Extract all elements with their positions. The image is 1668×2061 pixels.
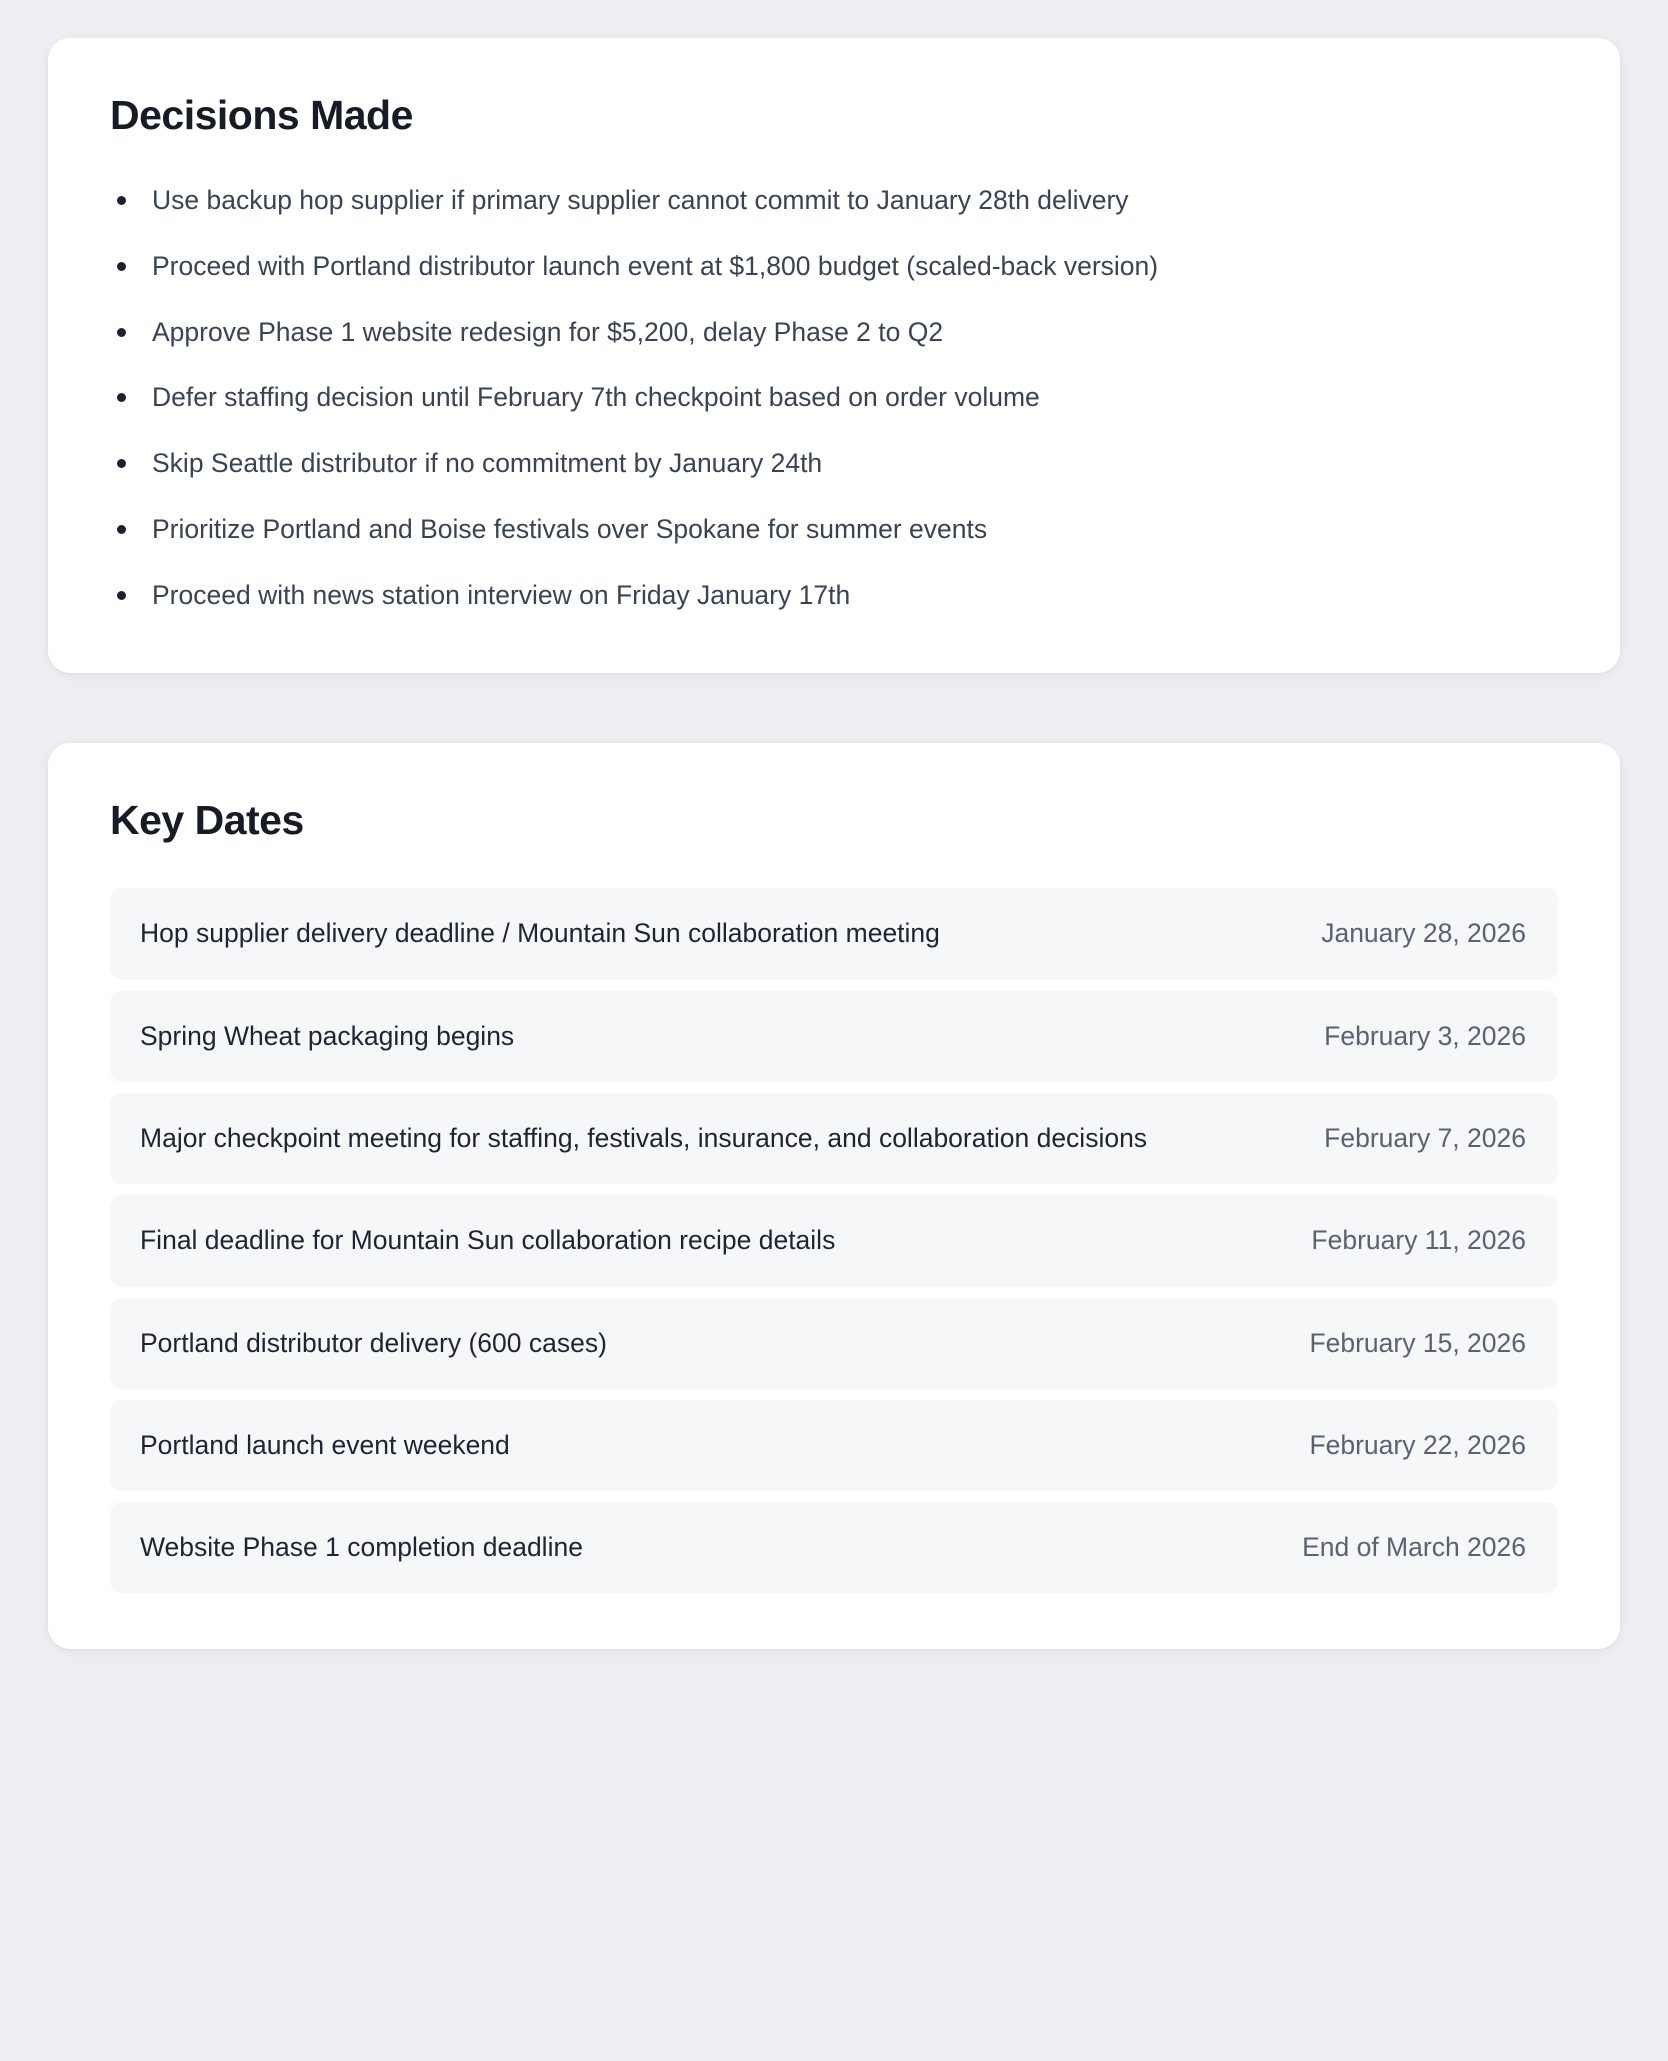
key-date-label: Portland distributor delivery (600 cases) (140, 1327, 607, 1358)
key-date-value: February 7, 2026 (1324, 1122, 1526, 1153)
decisions-made-card (48, 38, 1620, 673)
key-date-value: January 28, 2026 (1321, 918, 1526, 949)
key-date-label: Major checkpoint meeting for staffing, festivals, insurance, and collaboration decisions (140, 1122, 1148, 1153)
table-row (110, 1195, 1558, 1286)
key-dates-card (48, 743, 1620, 1649)
table-row (110, 1298, 1558, 1389)
key-date-value: February 3, 2026 (1324, 1020, 1526, 1051)
list-item: Proceed with Portland distributor launch event at $1,800 budget (scaled-back version) (110, 249, 1558, 285)
list-item: Approve Phase 1 website redesign for $5,200, delay Phase 2 to Q2 (110, 315, 1558, 351)
key-date-value: February 11, 2026 (1311, 1225, 1526, 1256)
list-item: Prioritize Portland and Boise festivals over Spokane for summer events (110, 512, 1558, 548)
key-date-value: February 22, 2026 (1309, 1429, 1526, 1460)
key-date-label: Spring Wheat packaging begins (140, 1020, 515, 1051)
key-date-label: Website Phase 1 completion deadline (140, 1532, 583, 1563)
table-row (110, 991, 1558, 1082)
key-date-label: Portland launch event weekend (140, 1429, 510, 1460)
list-item: Use backup hop supplier if primary supplier cannot commit to January 28th delivery (110, 183, 1558, 219)
list-item: Defer staffing decision until February 7th checkpoint based on order volume (110, 380, 1558, 416)
key-dates-list (110, 888, 1558, 1593)
table-row (110, 888, 1558, 979)
table-row (110, 1093, 1558, 1184)
decisions-made-title: Decisions Made (110, 92, 413, 138)
table-row (110, 1400, 1558, 1491)
key-date-value: February 15, 2026 (1309, 1327, 1526, 1358)
key-dates-title: Key Dates (110, 797, 304, 844)
list-item: Proceed with news station interview on Friday January 17th (110, 578, 1558, 614)
decisions-list (110, 183, 1558, 613)
key-date-value: End of March 2026 (1302, 1532, 1526, 1563)
table-row (110, 1502, 1558, 1593)
key-date-label: Hop supplier delivery deadline / Mountain Sun collaboration meeting (140, 918, 940, 949)
list-item: Skip Seattle distributor if no commitment by January 24th (110, 446, 1558, 482)
key-date-label: Final deadline for Mountain Sun collaboration recipe details (140, 1225, 836, 1256)
